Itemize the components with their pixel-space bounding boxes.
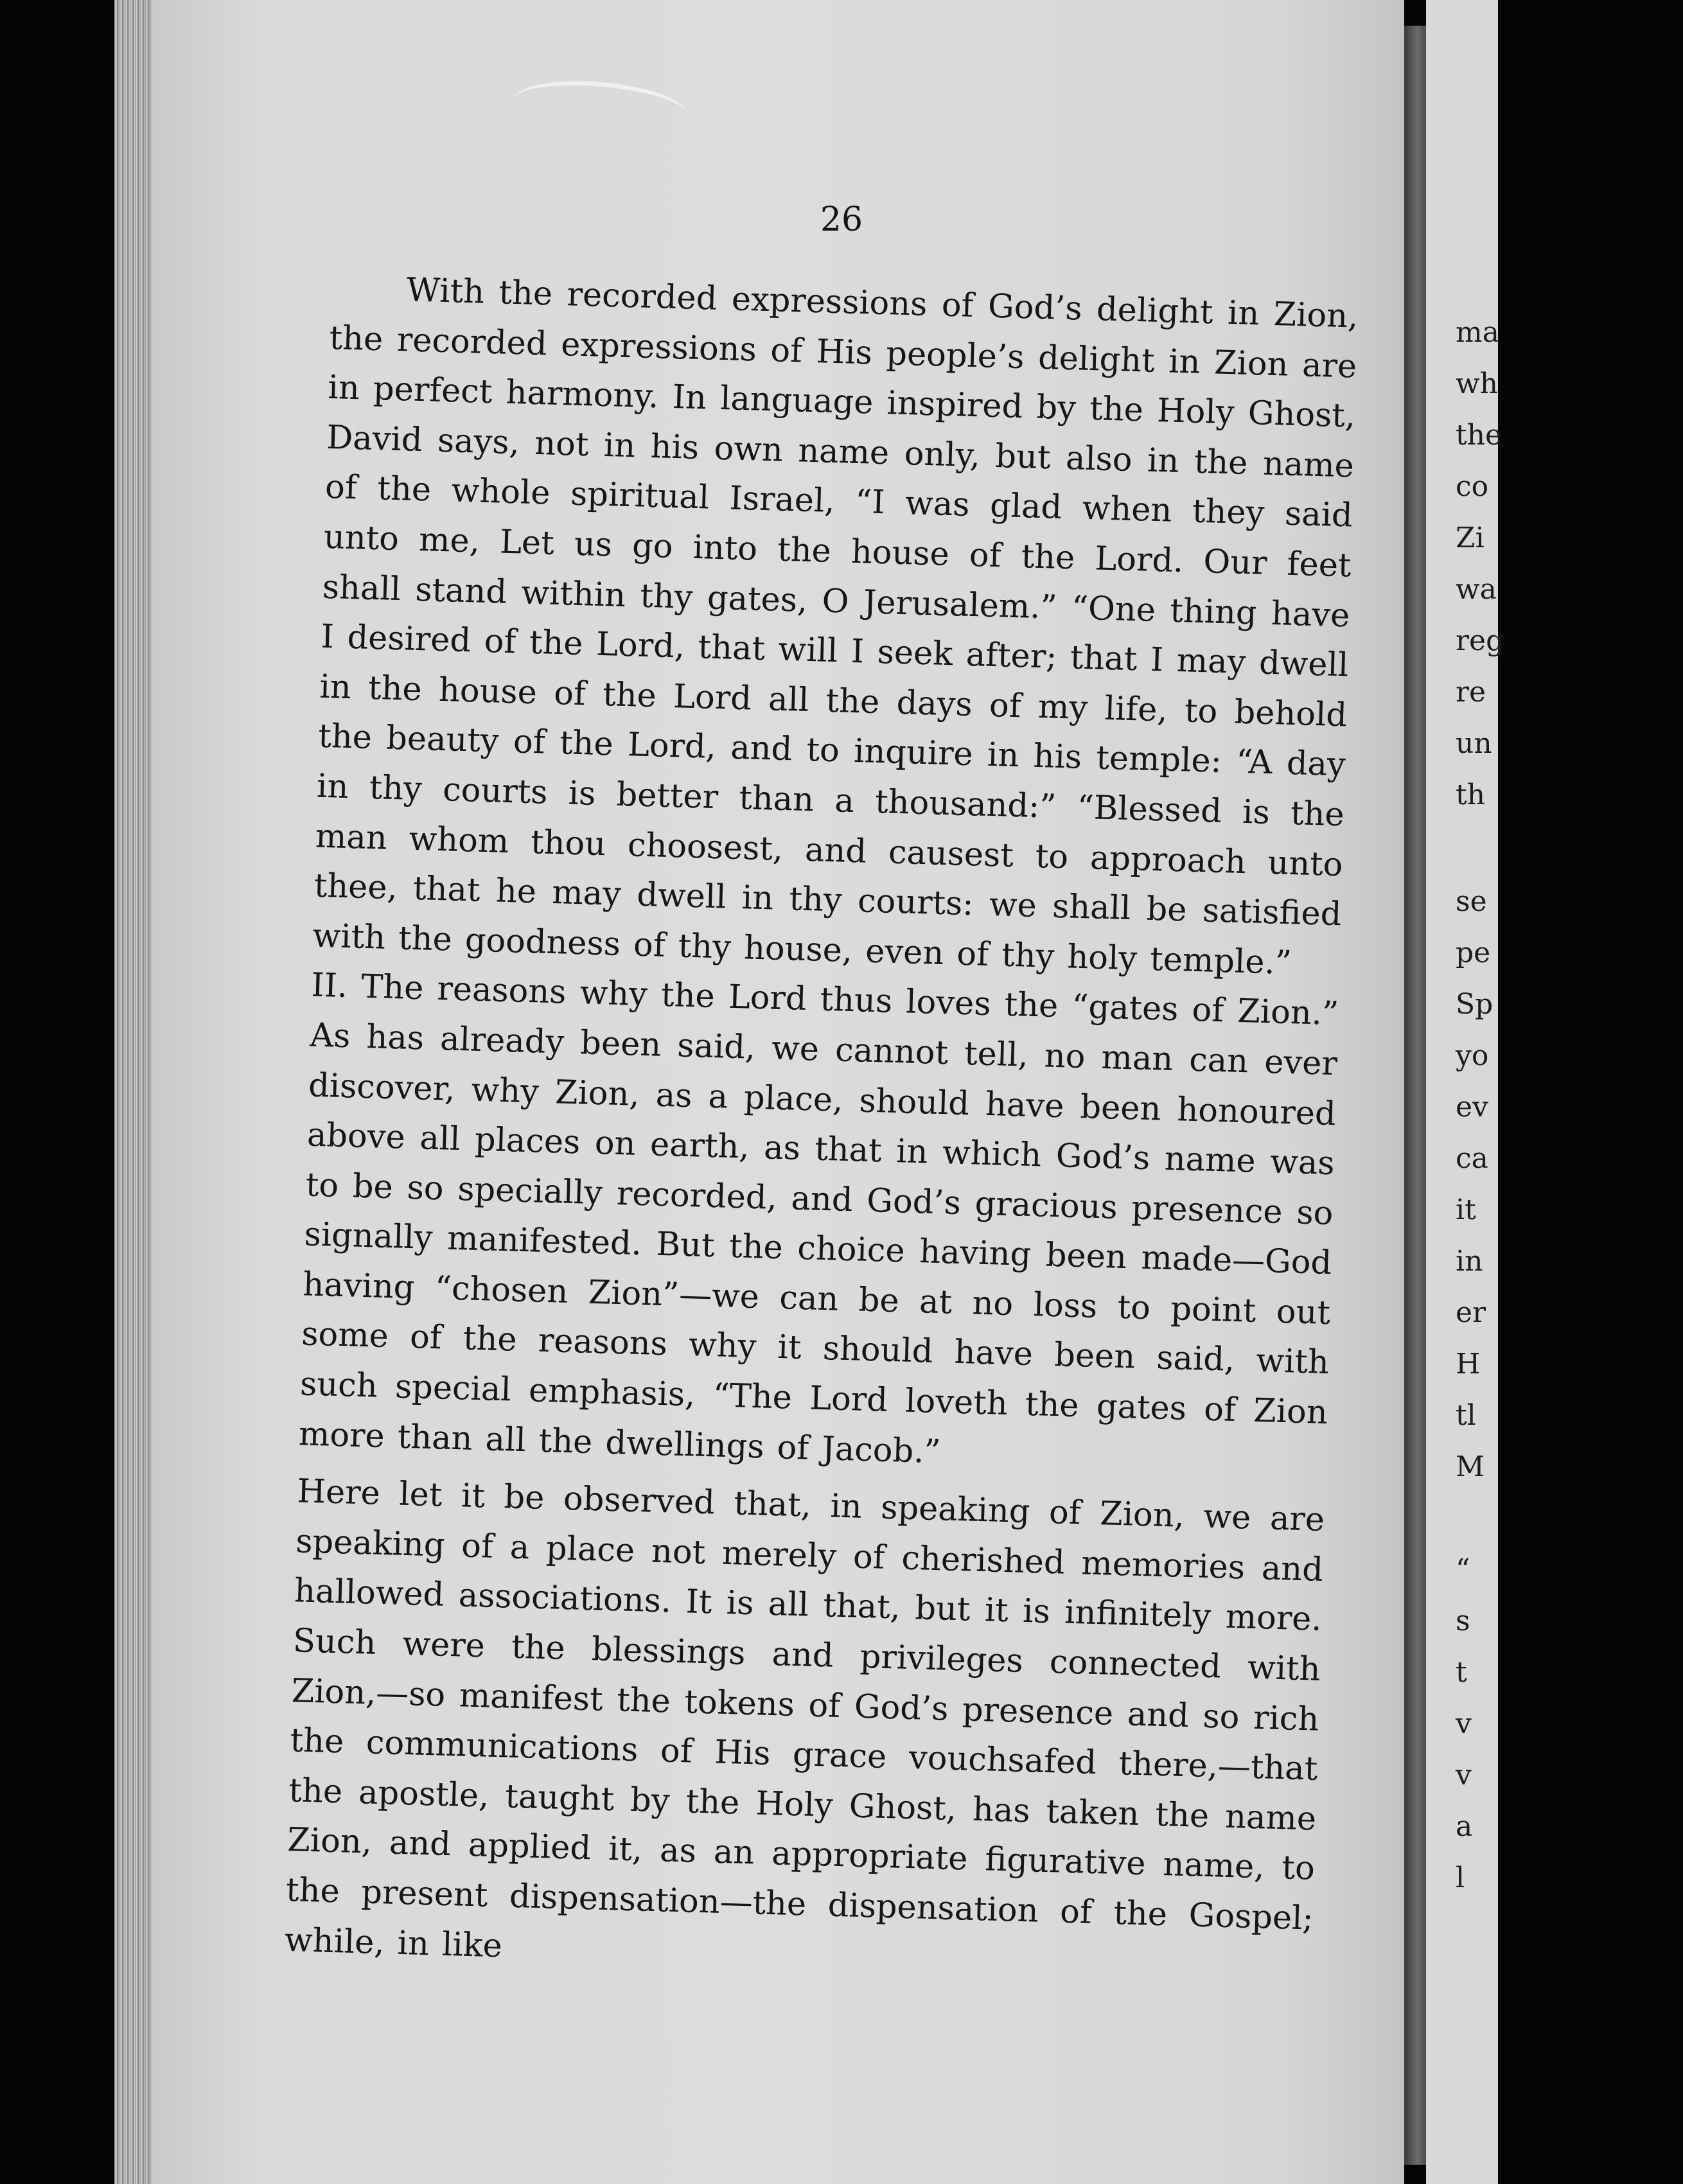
stacked-page-edges xyxy=(114,0,153,2184)
facing-fragment: wa xyxy=(1456,573,1497,606)
facing-fragment: er xyxy=(1456,1296,1486,1329)
facing-fragment: t xyxy=(1456,1656,1467,1689)
paragraph: Here let it be observed that, in speaking of Zion, we are speaking of a place not merely of cherished memories and hallowed associations. It is all that, but it is infinitely more. Such were the blessings and privileges connected with Zion,—so manifest the tokens of God’s presence and so rich the communications of His grace vouchsafed there,—that the apostle, taught by the Holy Ghost, has taken the name Zion, and applied it, as an appropriate figurative name, to the present dispensation—the dispensation of the Gospel; while, in like xyxy=(284,1472,1325,1966)
facing-fragment: reg xyxy=(1456,624,1504,657)
facing-fragment: wh xyxy=(1456,367,1498,400)
facing-fragment: v xyxy=(1456,1707,1472,1740)
facing-fragment: ev xyxy=(1456,1091,1488,1123)
facing-fragment: it xyxy=(1456,1193,1476,1226)
facing-fragment: se xyxy=(1456,885,1487,918)
paragraph: II. The reasons why the Lord thus loves the “gates of Zion.” As has already been said, we cannot tell, no man can ever discover, why Zion, as a place, should have been honoured above all places on earth, as that in which God’s name was to be so specially recorded, and God’s gracious presence so signally manifested. But the choice having been made—God having “chosen Zion”—we can be at no loss to point out some of the reasons why it should have been said, with such special emphasis, “The Lord loveth the gates of Zion more than all the dwellings of Jacob.” xyxy=(298,966,1339,1471)
page-number: 26 xyxy=(820,200,863,239)
facing-fragment: Sp xyxy=(1456,988,1494,1021)
facing-fragment: “ xyxy=(1456,1553,1470,1586)
facing-fragment: ca xyxy=(1456,1142,1488,1175)
facing-fragment: re xyxy=(1456,676,1486,709)
facing-fragment: un xyxy=(1456,727,1492,760)
paragraph: With the recorded expressions of God’s delight in Zion, the recorded expressions of His people’s delight in Zion are in perfect harmony. In language inspired by the Holy Ghost, David says, not in his own name only, but also in the name of the whole spiritual Israel, “I was glad when they said unto me, Let us go into the house of the Lord. Our feet shall stand within thy gates, O Jerusalem.” “One thing have I desired of the Lord, that will I seek after; that I may dwell in the house of the Lord all the days of my life, to behold the beauty of the Lord, and to inquire in his temple: “A day in thy courts is better than a thousand:” “Blessed is the man whom thou choosest, and causest to approach unto thee, that he may dwell in thy courts: we shall be satisfied with the goodness of thy house, even of thy holy temple.” xyxy=(312,271,1359,982)
facing-fragment: Zi xyxy=(1456,522,1485,554)
body-text xyxy=(284,263,1359,1994)
facing-fragment: pe xyxy=(1456,937,1491,969)
facing-fragment: s xyxy=(1456,1605,1470,1637)
facing-fragment: the xyxy=(1456,419,1502,452)
facing-fragment: th xyxy=(1456,779,1486,811)
facing-fragment: H xyxy=(1456,1348,1481,1380)
book-gutter xyxy=(1404,26,1426,2165)
facing-fragment: M xyxy=(1456,1450,1485,1483)
facing-fragment: in xyxy=(1456,1245,1483,1278)
facing-fragment: ma xyxy=(1456,316,1499,349)
facing-fragment: tl xyxy=(1456,1399,1476,1432)
facing-fragment: co xyxy=(1456,470,1489,503)
facing-fragment: a xyxy=(1456,1810,1473,1843)
facing-fragment: yo xyxy=(1456,1039,1489,1072)
facing-page-edge xyxy=(1426,0,1504,2184)
facing-fragment: l xyxy=(1456,1862,1465,1894)
facing-fragment: v xyxy=(1456,1759,1472,1792)
